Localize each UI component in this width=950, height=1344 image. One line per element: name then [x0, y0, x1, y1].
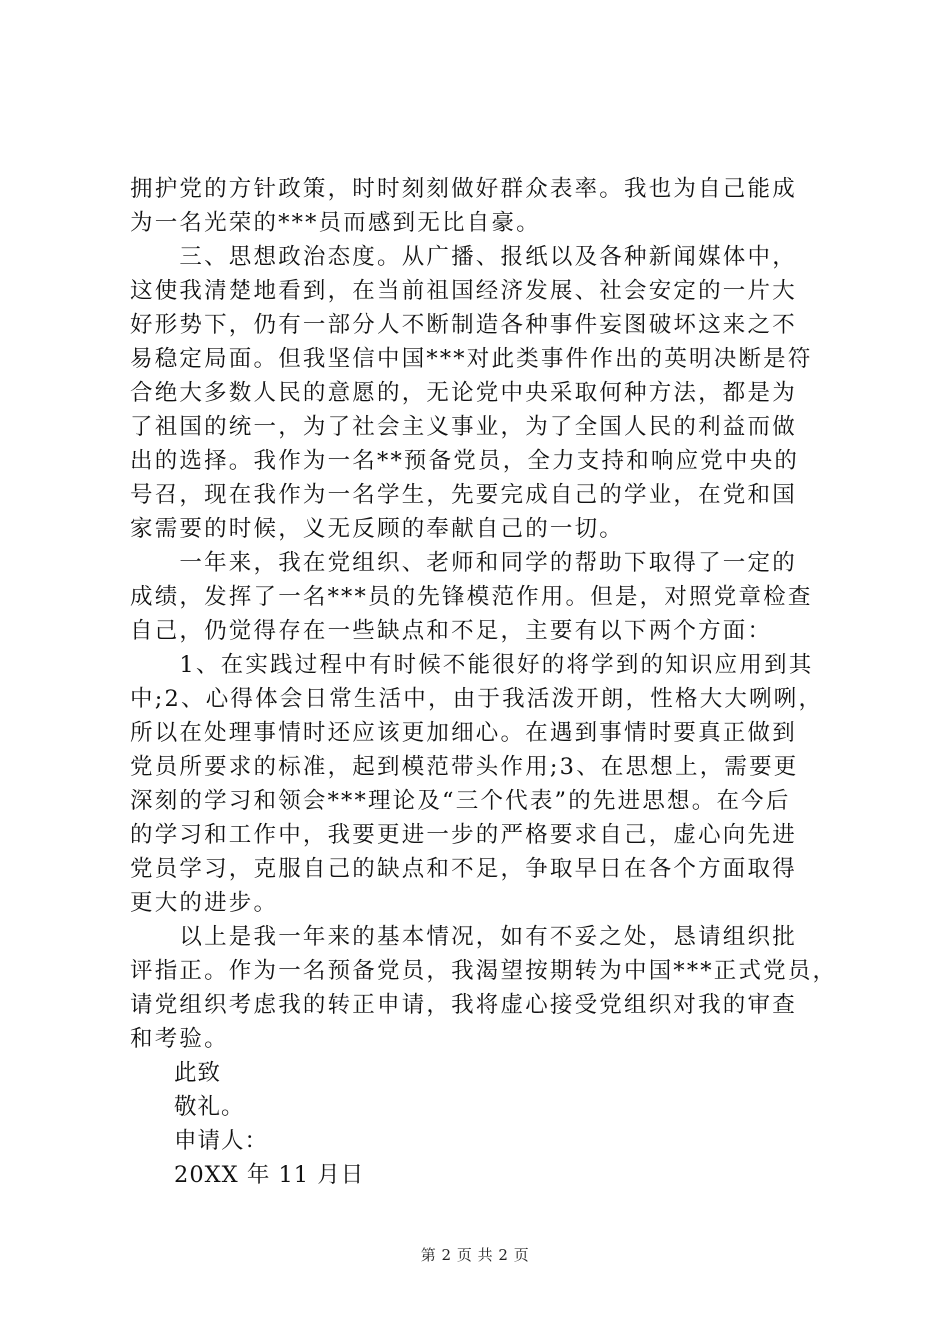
text-line: 成绩，发挥了一名***员的先锋模范作用。但是，对照党章检查 [130, 584, 813, 610]
text-line: 合绝大多数人民的意愿的，无论党中央采取何种方法，都是为 [130, 380, 797, 406]
text-line: 号召，现在我作为一名学生，先要完成自己的学业，在党和国 [130, 482, 797, 508]
text-line: 更大的进步。 [130, 890, 279, 916]
text-line: 出的选择。我作为一名**预备党员，全力支持和响应党中央的 [130, 448, 800, 474]
text-line: 为一名光荣的***员而感到无比自豪。 [130, 210, 541, 236]
text-line: 党员学习，克服自己的缺点和不足，争取早日在各个方面取得 [130, 856, 797, 882]
applicant-signature-label: 申请人： [174, 1128, 269, 1154]
text-line: 家需要的时候，义无反顾的奉献自己的一切。 [130, 516, 625, 542]
text-line: 一年来，我在党组织、老师和同学的帮助下取得了一定的 [130, 550, 797, 576]
letter-text [130, 172, 842, 1056]
text-line: 易稳定局面。但我坚信中国***对此类事件作出的英明决断是符 [130, 346, 813, 372]
text-line: 1、在实践过程中有时候不能很好的将学到的知识应用到其 [130, 652, 814, 678]
text-line: 中;2、心得体会日常生活中，由于我活泼开朗，性格大大咧咧， [130, 686, 824, 712]
text-line: 好形势下，仍有一部分人不断制造各种事件妄图破坏这来之不 [130, 312, 797, 338]
text-line: 拥护党的方针政策，时时刻刻做好群众表率。我也为自己能成 [130, 176, 797, 202]
text-line: 三、思想政治态度。从广播、报纸以及各种新闻媒体中， [130, 244, 797, 270]
text-line: 和考验。 [130, 1026, 229, 1052]
document-body [130, 172, 842, 1192]
text-line: 评指正。作为一名预备党员，我渴望按期转为中国***正式党员， [130, 958, 838, 984]
page-number: 第 2 页 共 2 页 [420, 1246, 530, 1264]
text-line: 以上是我一年来的基本情况，如有不妥之处，恳请组织批 [130, 924, 797, 950]
text-line: 深刻的学习和领会***理论及“三个代表”的先进思想。在今后 [130, 788, 791, 814]
text-line: 了祖国的统一，为了社会主义事业，为了全国人民的利益而做 [130, 414, 797, 440]
text-line: 的学习和工作中，我要更进一步的严格要求自己，虚心向先进 [130, 822, 797, 848]
salutation: 此致 [174, 1060, 222, 1086]
text-line: 党员所要求的标准，起到模范带头作用;3、在思想上，需要更 [130, 754, 799, 780]
salutation-regards: 敬礼。 [174, 1094, 245, 1120]
letter-date: 20XX 年 11 月日 [174, 1162, 365, 1188]
text-line: 这使我清楚地看到，在当前祖国经济发展、社会安定的一片大 [130, 278, 797, 304]
text-line: 请党组织考虑我的转正申请，我将虚心接受党组织对我的审查 [130, 992, 797, 1018]
text-line: 所以在处理事情时还应该更加细心。在遇到事情时要真正做到 [130, 720, 797, 746]
letter-closing [130, 1056, 842, 1192]
text-line: 自己，仍觉得存在一些缺点和不足，主要有以下两个方面： [130, 618, 773, 644]
